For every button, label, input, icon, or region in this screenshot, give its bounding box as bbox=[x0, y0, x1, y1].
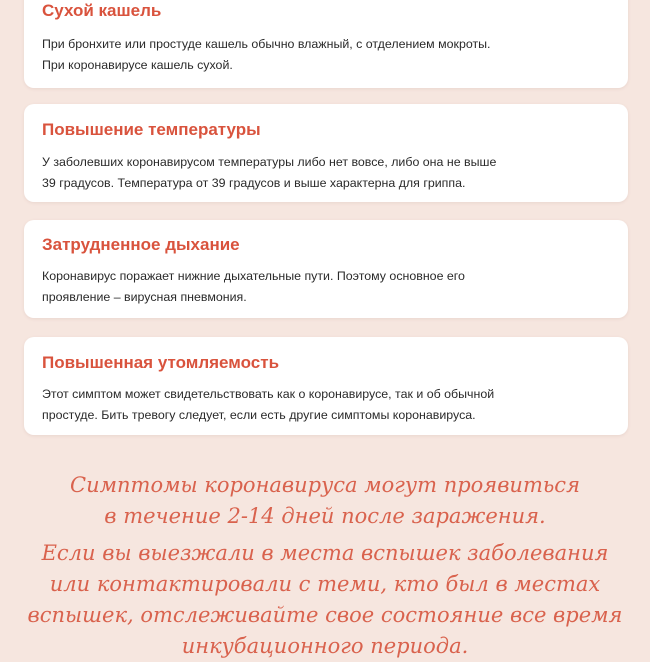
incubation-note bbox=[0, 470, 650, 532]
note-line: в течение 2-14 дней после заражения. bbox=[104, 504, 546, 528]
note-line: Симптомы коронавируса могут проявиться bbox=[70, 473, 580, 497]
description-line: При бронхите или простуде кашель обычно влажный, с отделением мокроты. bbox=[42, 37, 491, 51]
symptom-card-dry-cough bbox=[24, 0, 628, 88]
symptom-title: Затрудненное дыхание bbox=[42, 235, 240, 254]
description-line: проявление – вирусная пневмония. bbox=[42, 290, 247, 304]
symptom-card-fever bbox=[24, 104, 628, 202]
note-line: Если вы выезжали в места вспышек заболевания bbox=[41, 541, 609, 565]
symptom-description bbox=[42, 384, 610, 426]
note-line: вспышек, отслеживайте свое состояние все время bbox=[27, 603, 623, 627]
symptom-title: Повышенная утомляемость bbox=[42, 353, 280, 372]
symptom-title: Сухой кашель bbox=[42, 1, 162, 20]
symptom-description bbox=[42, 34, 610, 76]
symptom-card-breathing bbox=[24, 220, 628, 318]
note-line: или контактировали с теми, кто был в местах bbox=[49, 572, 601, 596]
symptom-description bbox=[42, 152, 610, 194]
description-line: Коронавирус поражает нижние дыхательные пути. Поэтому основное его bbox=[42, 269, 465, 283]
description-line: Этот симптом может свидетельствовать как о коронавирусе, так и об обычной bbox=[42, 387, 495, 401]
description-line: простуде. Бить тревогу следует, если есть другие симптомы коронавируса. bbox=[42, 408, 476, 422]
description-line: У заболевших коронавирусом температуры либо нет вовсе, либо она не выше bbox=[42, 155, 497, 169]
symptom-card-fatigue bbox=[24, 337, 628, 435]
symptom-title: Повышение температуры bbox=[42, 120, 261, 139]
note-line: инкубационного периода. bbox=[181, 634, 469, 658]
description-line: При коронавирусе кашель сухой. bbox=[42, 58, 233, 72]
travel-note bbox=[0, 538, 650, 662]
symptom-description bbox=[42, 266, 610, 308]
description-line: 39 градусов. Температура от 39 градусов и выше характерна для гриппа. bbox=[42, 176, 466, 190]
